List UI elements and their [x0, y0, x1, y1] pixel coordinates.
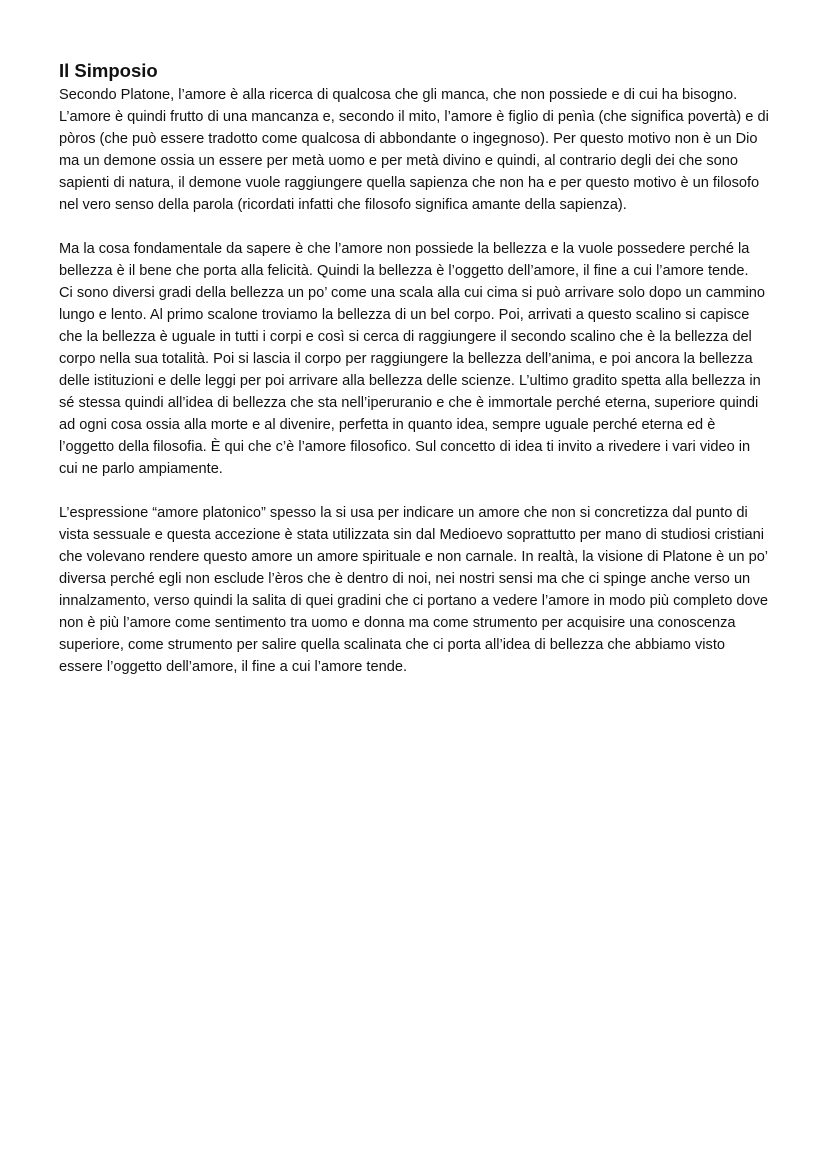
document-page [59, 58, 771, 678]
paragraph-beauty: Ma la cosa fondamentale da sapere è che l’amore non possiede la bellezza e la vuole possedere perché la bellezza è il bene che porta alla felicità. Quindi la bellezza è l’oggetto dell’amore, il fine a cui l’amore tende. [59, 241, 750, 279]
document-title: Il Simposio [59, 60, 158, 81]
paragraph-degrees: Ci sono diversi gradi della bellezza un po’ come una scala alla cui cima si può arrivare solo dopo un cammino lungo e lento. Al primo scalone troviamo la bellezza di un bel corpo. Poi, arrivati a questo scalino si capisce che la bellezza è uguale in tutti i corpi e così si cerca di raggiungere il secondo scalino che è la bellezza del corpo nella sua totalità. Poi si lascia il corpo per raggiungere la bellezza dell’anima, e poi ancora la bellezza delle istituzioni e delle leggi per poi arrivare alla bellezza delle scienze. L’ultimo gradito spetta alla bellezza in sé stessa quindi all’idea di bellezza che sta nell’iperuranio e che è immortale perché eterna, superiore quindi ad ogni cosa ossia alla morte e al divenire, perfetta in quanto idea, sempre uguale perché eterna ed è l’oggetto della filosofia. È qui che c’è l’amore filosofico. Sul concetto di idea ti invito a rivedere i vari video in cui ne parlo ampiamente. [59, 285, 766, 477]
paragraph-spacer [59, 480, 771, 502]
paragraph-intro: Secondo Platone, l’amore è alla ricerca di qualcosa che gli manca, che non possiede e di cui ha bisogno. L’amore è quindi frutto di una mancanza e, secondo il mito, l’amore è figlio di penìa (che significa povertà) e di pòros (che può essere tradotto come qualcosa di abbondante o ingegnoso). Per questo motivo non è un Dio ma un demone ossia un essere per metà uomo e per metà divino e quindi, al contrario degli dei che sono sapienti di natura, il demone vuole raggiungere quella sapienza che non ha e per questo motivo è un filosofo nel vero senso della parola (ricordati infatti che filosofo significa amante della sapienza). [59, 87, 769, 213]
paragraph-platonic-love: L’espressione “amore platonico” spesso la si usa per indicare un amore che non si concretizza dal punto di vista sessuale e questa accezione è stata utilizzata sin dal Medioevo soprattutto per mano di studiosi cristiani che volevano rendere questo amore un amore spirituale e non carnale. In realtà, la visione di Platone è un po’ diversa perché egli non esclude l’èros che è dentro di noi, nei nostri sensi ma che ci spinge anche verso un innalzamento, verso quindi la salita di quei gradini che ci portano a vedere l’amore in modo più completo dove non è più l’amore come sentimento tra uomo e donna ma come strumento per acquisire una conoscenza superiore, come strumento per salire quella scalinata che ci porta all’idea di bellezza che abbiamo visto essere l’oggetto dell’amore, il fine a cui l’amore tende. [59, 505, 769, 675]
paragraph-spacer [59, 216, 771, 238]
